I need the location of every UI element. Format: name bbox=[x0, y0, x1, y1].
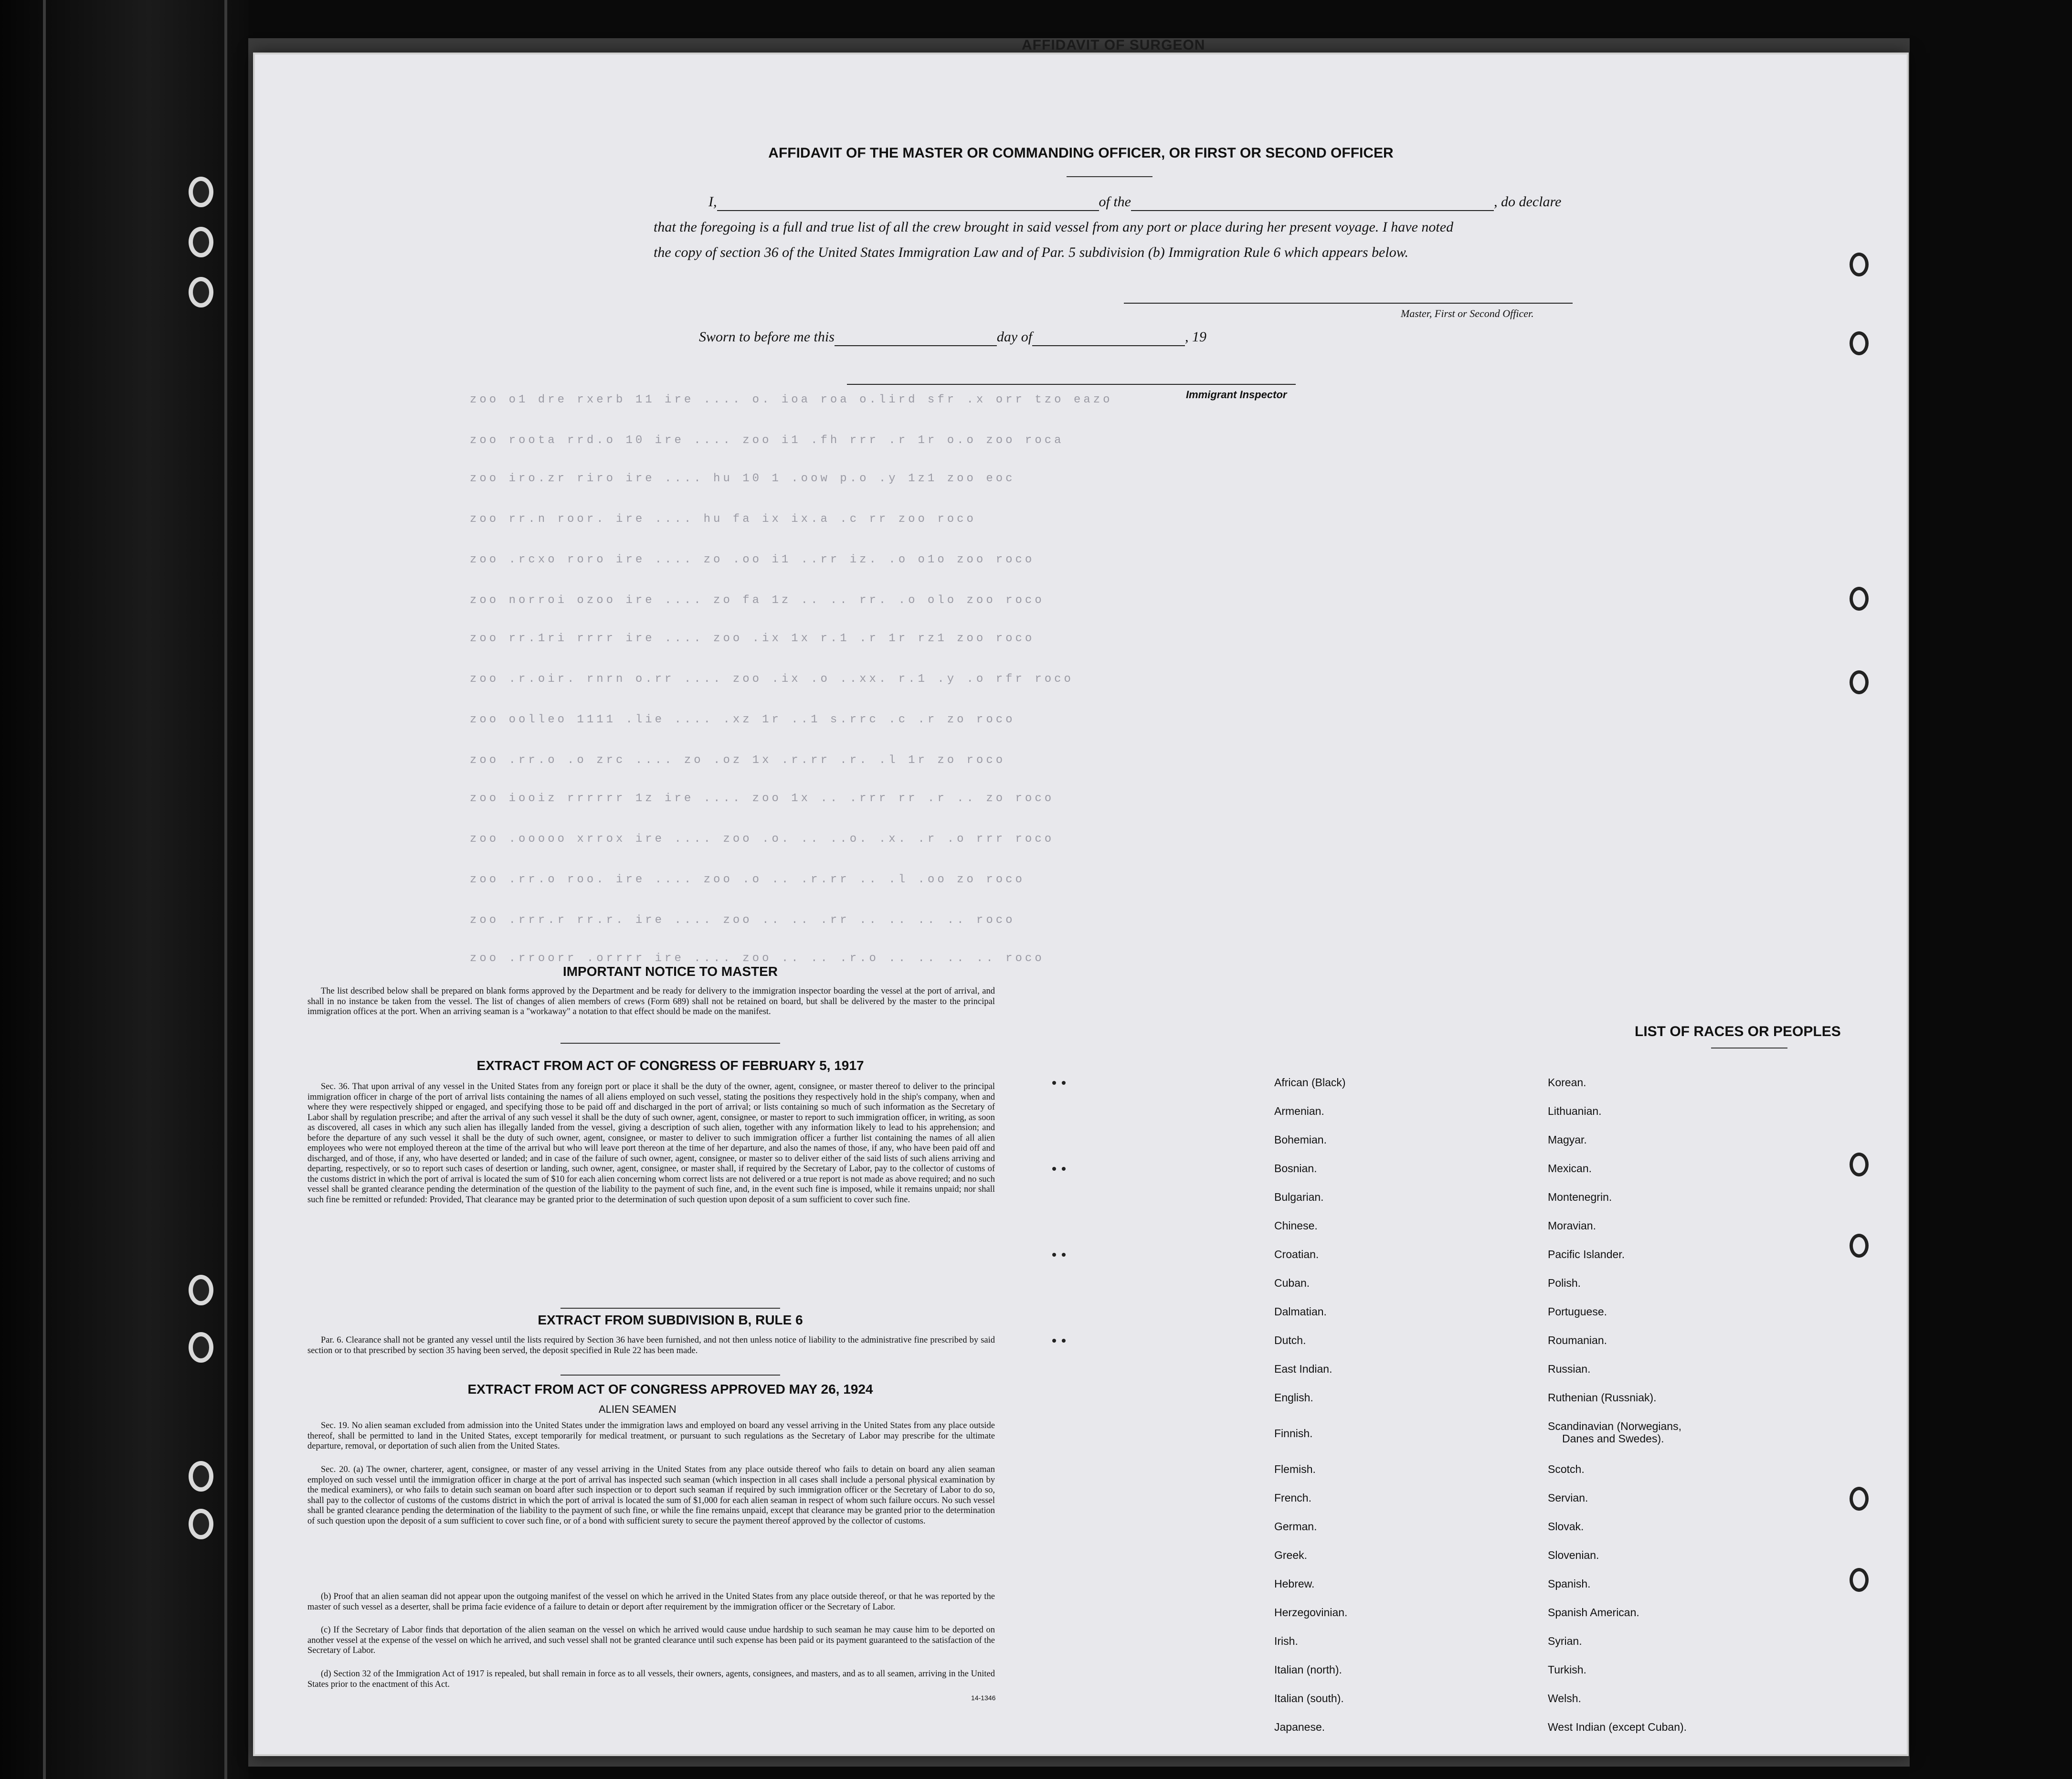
race-item: Turkish. bbox=[1548, 1663, 1586, 1676]
race-item: English. bbox=[1274, 1391, 1313, 1404]
signer-label: Master, First or Second Officer. bbox=[1401, 307, 1534, 319]
extract-rule6-body: Par. 6. Clearance shall not be granted any vessel until the lists required by Section 36 have been furnished, and not then unless notice of liability to the administrative fine prescribed by said section or to that prescribed by section 35 having been served, the deposit specified in Rule 22 has been made. bbox=[307, 1335, 995, 1355]
section-divider bbox=[560, 1375, 780, 1376]
of-the-label: of the bbox=[1099, 194, 1131, 210]
punch-hole bbox=[1850, 1234, 1869, 1258]
bleed-through-text: zoo o1 dre rxerb 11 ire .... o. ioa roa o.lird sfr .x orr tzo eazo zoo roota rrd.o 10 ire .... zoo i1 .fh rrr .r 1r o.o zoo roca zoo iro.zr riro ire .... hu 10 1 .oow p.o .y 1z1 zoo eoc zoo rr.n roor. ire .... hu fa ix ix.a .c rr zoo roco zoo .rcxo roro ire .... zo .oo i1 ..rr iz. .o o1o zoo roco zoo norroi ozoo ire .... zo fa 1z .. .. rr. .o olo zoo roco zoo rr.1ri rrrr ire .... zoo .ix 1x r.1 .r 1r rz1 zoo roco zoo .r.oir. rnrn o.rr .... zoo .ix .o ..xx. r.1 .y .o rfr roco zoo oolleo 1111 .lie .... .xz 1r ..1 s.rrc .c .r zo roco zoo .rr.o .o zrc .... zo .oz 1x .r.rr .r. .l 1r zo roco zoo iooiz rrrrrr 1z ire .... zoo 1x .. .rrr rr .r .. zo roco zoo .ooooo xrrox ire .... zoo .o. .. ..o. .x. .r .o rrr roco zoo .rr.o roo. ire .... zoo .o .. .r.rr .. .l .oo zo roco zoo .rrr.r rr.r. ire .... zoo .. .. .rr .. .. .. .. roco zoo .rroorr .orrrr ire .... zoo .. .. .r.o .. .. .. .. roco bbox=[470, 393, 1113, 965]
sworn-label: Sworn to before me this bbox=[699, 329, 835, 345]
extract-rule6-title: EXTRACT FROM SUBDIVISION B, RULE 6 bbox=[538, 1313, 803, 1327]
stray-mark bbox=[1052, 1339, 1056, 1343]
race-item: Roumanian. bbox=[1548, 1334, 1607, 1346]
race-item: Lithuanian. bbox=[1548, 1105, 1602, 1117]
punch-hole bbox=[1850, 670, 1869, 694]
sec20a-body: Sec. 20. (a) The owner, charterer, agent, consignee, or master of any vessel arriving in the United States from any place outside thereof who fails to detain on board any alien seaman employed on such vessel until the immigration officer in charge at the port of arrival has inspected such seaman (which inspection in all cases shall include a personal physical examination by the medical examiners), or who fails to detain such seaman on board after such inspection or to deport such seaman if required by such immigration officer or the Secretary of Labor to do so, shall pay to the collector of customs of the customs district in which the port of arrival is located the sum of $1,000 for each alien seaman in respect of whom such failure occurs. No such vessel shall be granted clearance pending the determination of the liability to the payment of such fine, or while the fine remains unpaid, except that clearance may be granted prior to the determination of such question upon the deposit of a sum sufficient to cover such fine, or of a bond with sufficient surety to secure the payment thereof approved by the collector of customs. bbox=[307, 1465, 995, 1526]
do-declare-label: , do declare bbox=[1494, 194, 1562, 210]
form-number: 14-1346 bbox=[971, 1694, 996, 1702]
sec19-body: Sec. 19. No alien seaman excluded from admission into the United States under the immigration laws and employed on board any vessel arriving in the United States from any place outside thereof, shall be permitted to land in the United States, except temporarily for medical treatment, or pursuant to such regulations as the Secretary of Labor may prescribe for the ultimate departure, removal, or deportation of such alien from the United States. bbox=[307, 1421, 995, 1451]
race-item: Cuban. bbox=[1274, 1277, 1310, 1289]
race-item: Polish. bbox=[1548, 1277, 1581, 1289]
section-divider bbox=[560, 1308, 780, 1309]
race-item: Spanish. bbox=[1548, 1578, 1591, 1590]
race-item: Italian (north). bbox=[1274, 1663, 1342, 1676]
binder-ring bbox=[189, 227, 213, 257]
binder-ring bbox=[189, 1509, 213, 1539]
race-item: Danes and Swedes). bbox=[1562, 1432, 1664, 1445]
stray-mark bbox=[1052, 1081, 1056, 1085]
binder-ring bbox=[189, 1332, 213, 1363]
sec20c-body: (c) If the Secretary of Labor finds that deportation of the alien seaman on the vessel on which he arrived would cause undue hardship to such seaman he may cause him to be deported on another vessel at the expense of the vessel on which he arrived, and such vessel shall not be granted clearance until such expense has been paid or its payment guaranteed to the satisfaction of the Secretary of Labor. bbox=[307, 1625, 995, 1655]
race-item: Bulgarian. bbox=[1274, 1191, 1324, 1203]
sworn-day-field[interactable] bbox=[835, 329, 997, 346]
stray-mark bbox=[1062, 1167, 1066, 1171]
extract-1924-title: EXTRACT FROM ACT OF CONGRESS APPROVED MAY 26, 1924 bbox=[467, 1382, 873, 1397]
stray-mark bbox=[1062, 1339, 1066, 1343]
race-item: Herzegovinian. bbox=[1274, 1606, 1348, 1619]
race-item: African (Black) bbox=[1274, 1076, 1346, 1089]
binder-ring bbox=[189, 277, 213, 307]
race-item: Japanese. bbox=[1274, 1721, 1325, 1733]
binder-background bbox=[0, 0, 248, 1779]
race-item: Flemish. bbox=[1274, 1463, 1316, 1475]
race-item: Korean. bbox=[1548, 1076, 1586, 1089]
binder-edge bbox=[43, 0, 46, 1779]
vessel-name-field[interactable] bbox=[1131, 194, 1494, 211]
race-item: Slovenian. bbox=[1548, 1549, 1599, 1561]
declaration-line-3: the copy of section 36 of the United States Immigration Law and of Par. 5 subdivision (b) Immigration Rule 6 which appears below. bbox=[654, 244, 1408, 260]
race-item: French. bbox=[1274, 1492, 1311, 1504]
race-item: Chinese. bbox=[1274, 1219, 1318, 1232]
binder-ring bbox=[189, 1461, 213, 1492]
inspector-label: Immigrant Inspector bbox=[1186, 389, 1287, 401]
race-item: Bosnian. bbox=[1274, 1162, 1317, 1175]
race-item: Slovak. bbox=[1548, 1520, 1584, 1533]
affidavit-title: AFFIDAVIT OF THE MASTER OR COMMANDING OFFICER, OR FIRST OR SECOND OFFICER bbox=[768, 145, 1394, 161]
extract-1917-title: EXTRACT FROM ACT OF CONGRESS OF FEBRUARY 5, 1917 bbox=[476, 1058, 864, 1073]
race-item: Russian. bbox=[1548, 1363, 1591, 1375]
master-name-field[interactable] bbox=[717, 194, 1099, 211]
section-divider bbox=[560, 1043, 780, 1044]
top-tab-label: AFFIDAVIT OF SURGEON bbox=[1022, 37, 1205, 53]
race-item: Hebrew. bbox=[1274, 1578, 1315, 1590]
race-item: Portuguese. bbox=[1548, 1305, 1607, 1318]
sec20b-body: (b) Proof that an alien seaman did not appear upon the outgoing manifest of the vessel on which he arrived in the United States from any place outside thereof, or that he was reported by the master of such vessel as a deserter, shall be prima facie evidence of a failure to detain or deport after requirement by the immigration officer or the Secretary of Labor. bbox=[307, 1592, 995, 1612]
race-item: East Indian. bbox=[1274, 1363, 1332, 1375]
alien-seamen-subtitle: ALIEN SEAMEN bbox=[599, 1403, 677, 1415]
race-item: Magyar. bbox=[1548, 1133, 1587, 1146]
punch-hole bbox=[1850, 1153, 1869, 1176]
race-item: Ruthenian (Russniak). bbox=[1548, 1391, 1657, 1404]
race-item: Bohemian. bbox=[1274, 1133, 1327, 1146]
sworn-line bbox=[699, 329, 1206, 346]
year-prefix: , 19 bbox=[1185, 329, 1207, 345]
race-item: Spanish American. bbox=[1548, 1606, 1639, 1619]
race-item: Dalmatian. bbox=[1274, 1305, 1327, 1318]
stray-mark bbox=[1052, 1167, 1056, 1171]
declaration-line-2: that the foregoing is a full and true list of all the crew brought in said vessel from any port or place during her present voyage. I have noted bbox=[654, 219, 1454, 235]
stray-mark bbox=[1062, 1253, 1066, 1257]
document-page bbox=[253, 53, 1909, 1756]
stray-mark bbox=[1052, 1253, 1056, 1257]
race-item: Croatian. bbox=[1274, 1248, 1319, 1260]
punch-hole bbox=[1850, 253, 1869, 276]
stray-mark bbox=[1062, 1081, 1066, 1085]
race-item: Irish. bbox=[1274, 1635, 1298, 1647]
race-item: Dutch. bbox=[1274, 1334, 1306, 1346]
sec20d-body: (d) Section 32 of the Immigration Act of 1917 is repealed, but shall remain in force as to all vessels, their owners, agents, consignees, and masters, and as to all seamen, arriving in the United States prior to the enactment of this Act. bbox=[307, 1669, 995, 1689]
binder-ring bbox=[189, 177, 213, 207]
signature-line[interactable] bbox=[1124, 303, 1573, 304]
race-item: Syrian. bbox=[1548, 1635, 1582, 1647]
race-item: Servian. bbox=[1548, 1492, 1588, 1504]
race-item: Moravian. bbox=[1548, 1219, 1596, 1232]
race-item: Scotch. bbox=[1548, 1463, 1585, 1475]
punch-hole bbox=[1850, 1487, 1869, 1511]
race-item: Italian (south). bbox=[1274, 1692, 1344, 1705]
race-item: German. bbox=[1274, 1520, 1317, 1533]
race-item: West Indian (except Cuban). bbox=[1548, 1721, 1687, 1733]
punch-hole bbox=[1850, 331, 1869, 355]
races-title: LIST OF RACES OR PEOPLES bbox=[1635, 1024, 1841, 1039]
race-item: Armenian. bbox=[1274, 1105, 1324, 1117]
notice-body: The list described below shall be prepared on blank forms approved by the Department and be ready for delivery to the immigration inspector boarding the vessel at the port of arrival, and shall in no instance be taken from the vessel. The list of changes of alien members of crews (Form 689) shall not be retained on board, but shall be delivered by the master to the principal immigration offices at the port. When an arriving seaman is a "workaway" a notation to that effect should be made on the manifest. bbox=[307, 986, 995, 1017]
punch-hole bbox=[1850, 587, 1869, 611]
declaration-line-1 bbox=[708, 194, 1561, 211]
notice-title: IMPORTANT NOTICE TO MASTER bbox=[562, 964, 778, 979]
race-item: Finnish. bbox=[1274, 1427, 1313, 1440]
i-label: I, bbox=[708, 194, 717, 210]
title-divider bbox=[1067, 176, 1152, 177]
extract-1917-body: Sec. 36. That upon arrival of any vessel in the United States from any foreign port or place it shall be the duty of the owner, agent, consignee, or master thereof to deliver to the principal immigration officer in charge of the port of arrival lists containing the names of all aliens employed on such vessel, stating the positions they respectively hold in the ship's company, when and where they were respectively shipped or engaged, and specifying those to be paid off and discharged in the port of arrival; or lists containing so much of such information as the Secretary of Labor shall by regulation prescribe; and after the arrival of any such vessel it shall be the duty of such owner, agent, consignee, or master to report to such immigration officer, in writing, as soon as discovered, all cases in which any such alien has illegally landed from the vessel, giving a description of such alien, together with any information likely to lead to his apprehension; and before the departure of any such vessel it shall be the duty of such owner, agent, consignee, or master to deliver to such immigration officer a further list containing the names of all alien employees who were not employed thereon at the time of the arrival but who will leave port thereon at the time of her departure, and also the names of those, if any, who have been paid off and discharged, and of those, if any, who have deserted or landed; and in case of the failure of such owner, agent, consignee, or master so to deliver either of the said lists of such aliens arriving and departing, respectively, or so to report such cases of desertion or landing, such owner, agent, consignee, or master shall, if required by the Secretary of Labor, pay to the collector of customs of the customs district in which the port of arrival is located the sum of $10 for each alien concerning whom correct lists are not delivered or a true report is not made as above required; and no such vessel shall be granted clearance pending the determination of the question of the liability to the payment of such fine, and, in the event such fine is imposed, while it remains unpaid; nor shall such fine be remitted or refunded: Provided, That clearance may be granted prior to the determination of such question upon deposit of a sum sufficient to cover such fine. bbox=[307, 1082, 995, 1205]
binder-ring bbox=[189, 1275, 213, 1305]
race-item: Mexican. bbox=[1548, 1162, 1592, 1175]
race-item: Pacific Islander. bbox=[1548, 1248, 1625, 1260]
race-item: Greek. bbox=[1274, 1549, 1308, 1561]
punch-hole bbox=[1850, 1568, 1869, 1592]
sworn-month-field[interactable] bbox=[1032, 329, 1185, 346]
race-item: Welsh. bbox=[1548, 1692, 1581, 1705]
race-item: Montenegrin. bbox=[1548, 1191, 1612, 1203]
inspector-signature-line[interactable] bbox=[847, 384, 1296, 385]
day-of-label: day of bbox=[996, 329, 1033, 345]
binder-edge bbox=[224, 0, 227, 1779]
race-item: Scandinavian (Norwegians, bbox=[1548, 1420, 1681, 1432]
